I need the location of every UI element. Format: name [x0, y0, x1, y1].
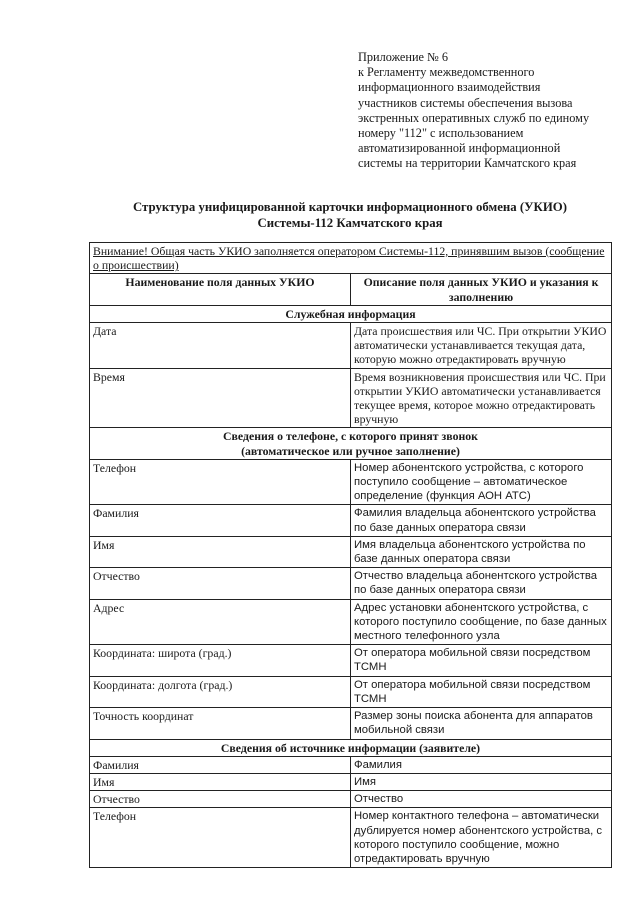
field-name: Время: [90, 368, 351, 428]
section-subtitle-line: (автоматическое или ручное заполнение): [241, 443, 460, 458]
section-title: Сведения об источнике информации (заявителе): [90, 739, 612, 756]
field-description: Отчество владельца абонентского устройства по базе данных оператора связи: [351, 568, 612, 599]
field-description: Размер зоны поиска абонента для аппаратов мобильной связи: [351, 708, 612, 739]
header-field-description: Описание поля данных УКИО и указания к заполнению: [351, 274, 612, 305]
table-row: [90, 773, 612, 790]
field-description: Дата происшествия или ЧС. При открытии УКИО автоматически устанавливается текущая дата, которую можно отредактировать вручную: [351, 323, 612, 369]
table-row: [90, 791, 612, 808]
appendix-line: автоматизированной информационной: [358, 141, 561, 156]
section-title: Служебная информация: [90, 305, 612, 322]
section-title-line: Сведения о телефоне, с которого принят звонок: [223, 429, 478, 444]
table-row: [90, 599, 612, 645]
field-description: Адрес установки абонентского устройства, с которого поступило сообщение, по базе данных местного телефонного узла: [351, 599, 612, 645]
table-row: [90, 756, 612, 773]
field-description: Номер абонентского устройства, с которого поступило сообщение – автоматическое определение (функция АОН АТС): [351, 459, 612, 505]
field-description: Номер контактного телефона – автоматически дублируется номер абонентского устройства, с которого поступило сообщение, можно отредактировать вручную: [351, 808, 612, 868]
field-name: Отчество: [90, 568, 351, 599]
table-row: [90, 368, 612, 428]
appendix-line: номеру "112" с использованием: [358, 126, 524, 141]
table-row: [90, 676, 612, 707]
table-row: [90, 323, 612, 369]
title-line-2: Системы-112 Камчатского края: [257, 216, 443, 230]
field-name: Фамилия: [90, 505, 351, 536]
field-description: Время возникновения происшествия или ЧС. При открытии УКИО автоматически устанавливается текущее время, которое можно отредактировать вручную: [351, 368, 612, 428]
field-name: Телефон: [90, 808, 351, 868]
field-description: Фамилия владельца абонентского устройства по базе данных оператора связи: [351, 505, 612, 536]
ukio-structure-table: [89, 242, 612, 868]
table-row: [90, 459, 612, 505]
appendix-line: экстренных оперативных служб по единому: [358, 110, 590, 125]
section-row: [90, 305, 612, 322]
field-description: От оператора мобильной связи посредством ТСМН: [351, 676, 612, 707]
section-row: [90, 739, 612, 756]
table-row: [90, 568, 612, 599]
section-title: [90, 428, 612, 459]
field-name: Отчество: [90, 791, 351, 808]
appendix-line: системы на территории Камчатского края: [358, 156, 577, 171]
appendix-note: [358, 50, 618, 172]
warning-row: [90, 243, 612, 274]
header-field-name: Наименование поля данных УКИО: [90, 274, 351, 305]
field-name: Телефон: [90, 459, 351, 505]
field-description: От оператора мобильной связи посредством ТСМН: [351, 645, 612, 676]
document-title: [0, 199, 640, 231]
field-description: Отчество: [351, 791, 612, 808]
field-name: Фамилия: [90, 756, 351, 773]
title-line-1: Структура унифицированной карточки информационного обмена (УКИО): [132, 200, 568, 214]
table-row: [90, 808, 612, 868]
appendix-line: к Регламенту межведомственного: [358, 65, 535, 80]
field-name: Имя: [90, 536, 351, 567]
header-row: [90, 274, 612, 305]
field-name: Адрес: [90, 599, 351, 645]
field-name: Дата: [90, 323, 351, 369]
field-name: Координата: долгота (град.): [90, 676, 351, 707]
field-name: Точность координат: [90, 708, 351, 739]
appendix-line: информационного взаимодействия: [358, 80, 541, 95]
appendix-line: Приложение № 6: [358, 50, 449, 64]
section-row: [90, 428, 612, 459]
field-description: Имя: [351, 773, 612, 790]
table-row: [90, 645, 612, 676]
appendix-line: участников системы обеспечения вызова: [358, 95, 573, 110]
field-name: Координата: широта (град.): [90, 645, 351, 676]
table-row: [90, 708, 612, 739]
field-description: Фамилия: [351, 756, 612, 773]
field-name: Имя: [90, 773, 351, 790]
table-row: [90, 505, 612, 536]
warning-text: Внимание! Общая часть УКИО заполняется оператором Системы-112, принявшим вызов (сообщение о происшествии): [90, 243, 612, 274]
field-description: Имя владельца абонентского устройства по базе данных оператора связи: [351, 536, 612, 567]
table-row: [90, 536, 612, 567]
